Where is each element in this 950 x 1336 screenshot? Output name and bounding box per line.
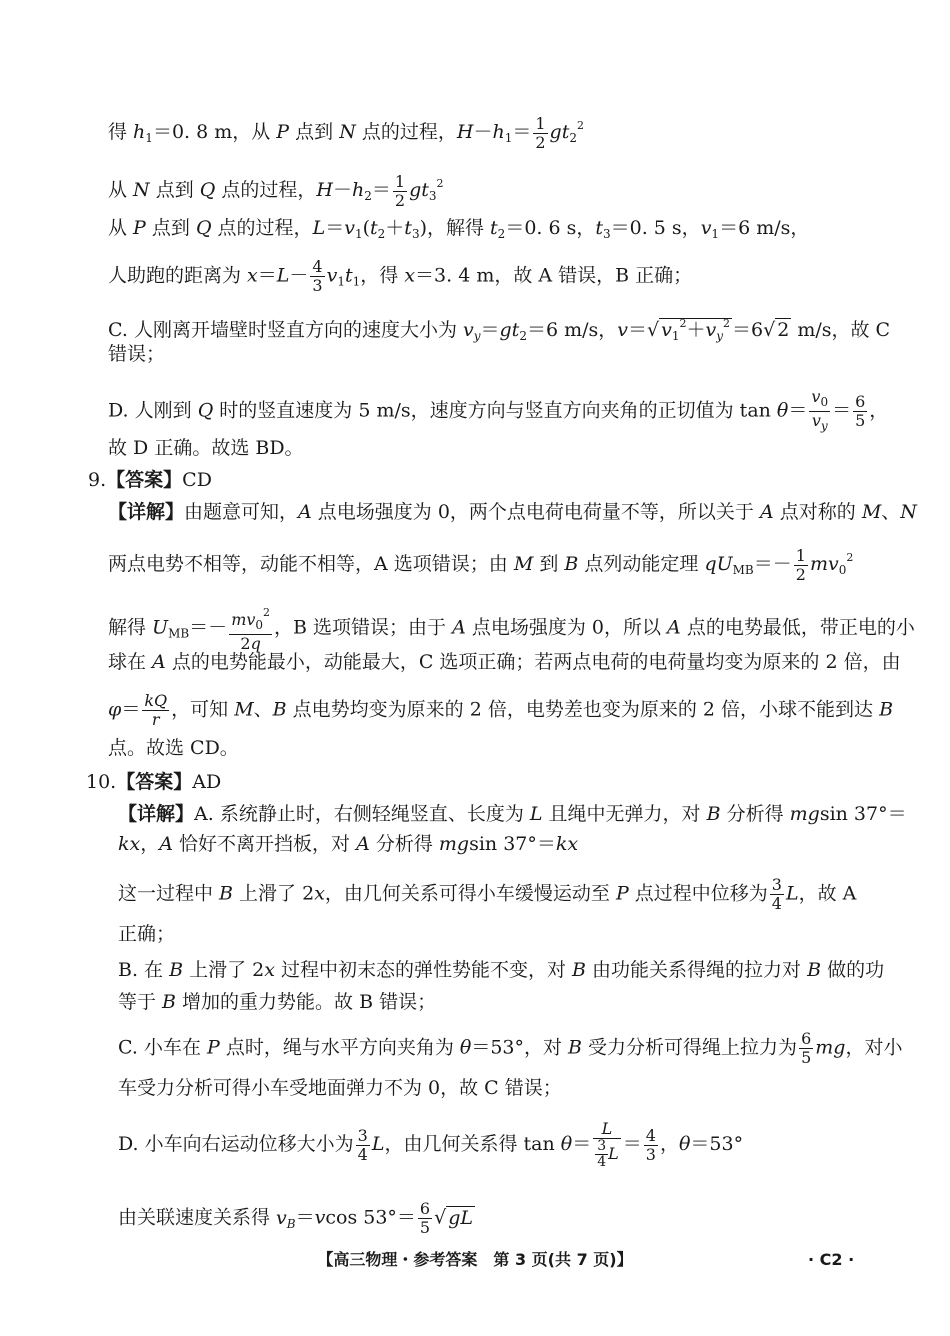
q8-line-4: 人助跑的距离为 x＝L－ $\frac{4}{3}$ $v_1t_1$，得 x＝3. 4 m，故 A 错误，B 正确； xyxy=(108,257,693,295)
q9-line-5: φ＝ $\frac{kQ}{r}$ ，可知 M、B 点电势均变为原来的 2 倍，电势差也变为原来的 2 倍，小球不能到达 B xyxy=(108,691,894,729)
q10-line-7: C. 小车在 P 点时，绳与水平方向夹角为 θ＝53°，对 B 受力分析可得绳上拉力为 $\frac{6}{5}$ mg，对小 xyxy=(118,1029,903,1067)
q9-answer: CD xyxy=(182,469,212,491)
q9-line-4: 球在 A 点的电势能最小，动能最大，C 选项正确；若两点电荷的电荷量均变为原来的 2 倍，由 xyxy=(108,651,901,673)
q9-line-6: 点。故选 CD。 xyxy=(108,737,239,759)
page-code: · C2 · xyxy=(808,1250,855,1269)
q10-line-1: 【详解】A. 系统静止时，右侧轻绳竖直、长度为 L 且绳中无弹力，对 B 分析得 mgsin 37°＝ xyxy=(118,803,907,825)
page-footer: 【高三物理・参考答案 第 3 页(共 7 页)】 xyxy=(317,1250,633,1269)
q10-number: 10. xyxy=(86,771,117,793)
q10-line-8: 车受力分析可得小车受地面弹力不为 0，故 C 错误； xyxy=(118,1077,562,1099)
q9-number: 9. xyxy=(88,469,107,491)
q9-answer-tag: 【答案】 xyxy=(106,469,183,491)
q10-line-9: D. 小车向右运动位移大小为 $\frac{3}{4}$ L，由几何关系得 tan θ＝ L $\frac{3}{4}$ L ＝ $\frac{4}{3}$ ，θ＝53° xyxy=(118,1119,744,1170)
q8-line-8: 故 D 正确。故选 BD。 xyxy=(108,437,304,459)
q10-line-10: 由关联速度关系得 $v_B=vcos$ 53°＝ $\frac{6}{5}$ √ gL xyxy=(118,1199,473,1237)
q10-line-6: 等于 B 增加的重力势能。故 B 错误； xyxy=(118,991,437,1013)
q9-line-1: 【详解】由题意可知，A 点电场强度为 0，两个点电荷电荷量不等，所以关于 A 点对称的 M、N xyxy=(108,501,917,523)
q10-answer-tag: 【答案】 xyxy=(116,771,193,793)
q10-detail-tag: 【详解】 xyxy=(118,803,195,825)
q10-line-5: B. 在 B 上滑了 2x 过程中初末态的弹性势能不变，对 B 由功能关系得绳的拉力对 B 做的功 xyxy=(118,959,885,981)
q8-line-1: 得 $h_1=0$. 8 m，从 P 点到 N 点的过程，$H-h_1=$ $\frac{1}{2}$ $gt_2^2$ xyxy=(108,113,584,152)
q10-line-2: kx，A 恰好不离开挡板，对 A 分析得 mgsin 37°＝kx xyxy=(118,833,579,855)
q8-line-3: 从 P 点到 Q 点的过程，$L=v_1(t_2+t_3)$，解得 $t_2=0$. 6 s，$t_3=0$. 5 s，$v_1=6$ m/s， xyxy=(108,217,810,241)
q9-detail-tag: 【详解】 xyxy=(108,501,185,523)
q8-line-2: 从 N 点到 Q 点的过程，$H-h_2=$ $\frac{1}{2}$ $gt_3^2$ xyxy=(108,171,444,210)
q10-line-4: 正确； xyxy=(118,923,176,945)
q8-line-6: 错误； xyxy=(108,343,166,365)
q10-answer-line xyxy=(86,768,860,796)
q8-line-7: D. 人刚到 Q 时的竖直速度为 5 m/s，速度方向与竖直方向夹角的正切值为 tan θ＝ $\frac{v_0}{v_y}$ ＝ $\frac{6}{5}$ ， xyxy=(108,387,889,433)
q9-line-3: 解得 $U_{MB}=-$ $\frac{mv_0^2}{2q}$ ，B 选项错误；由于 A 点电场强度为 0，所以 A 点的电势最低，带正电的小 xyxy=(108,606,915,653)
q10-answer: AD xyxy=(192,771,222,793)
q8-line-5: C. 人刚离开墙壁时竖直方向的速度大小为 $v_y=gt_2=6$ m/s，v＝√ $v_1^2+v_y^2 =6√$ 2 m/s，故 C xyxy=(108,317,891,343)
q10-line-3: 这一过程中 B 上滑了 2x，由几何关系可得小车缓慢运动至 P 点过程中位移为 $\frac{3}{4}$ L，故 A xyxy=(118,875,857,913)
q9-line-2: 两点电势不相等，动能不相等，A 选项错误；由 M 到 B 点列动能定理 $qU_{MB}=-$ $\frac{1}{2}$ $mv_0^2$ xyxy=(108,545,854,584)
q9-answer-line xyxy=(88,466,860,494)
